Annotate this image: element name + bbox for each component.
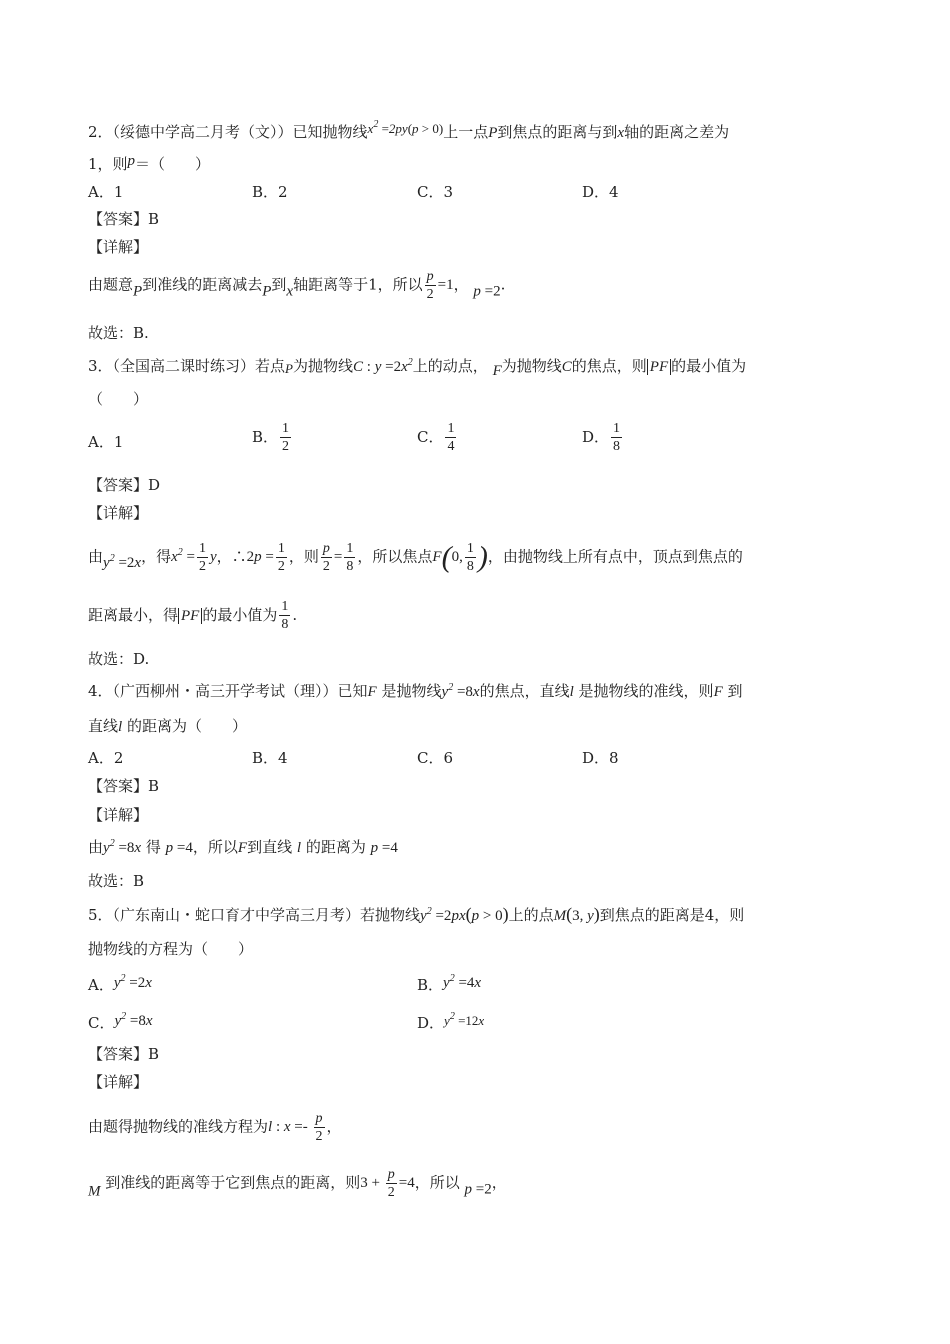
q4-detail-heading: 【详解】 (88, 806, 149, 824)
q3-conclusion: 故选：D. (88, 650, 150, 668)
q2-parabola-eq: $x^2 =2py(p > 0)$ (367, 119, 444, 136)
q5-option-a[interactable]: A．$y^2 =2x$ (88, 973, 152, 994)
q2-stem-line1: 2．（绥德中学高二月考（文））已知抛物线$x^2 =2py(p > 0)$上一点P到焦点的距离与到x轴的距离之差为 (88, 119, 730, 141)
q4-answer: 【答案】B (88, 777, 160, 795)
q5-option-b[interactable]: B．$y^2 =4x$ (417, 973, 482, 994)
q4-stem-line2: 直线l 的距离为（ ） (88, 717, 247, 735)
q3-option-d[interactable]: D． $\frac{1}{8}$ (582, 421, 621, 454)
q3-answer: 【答案】D (88, 476, 161, 494)
q5-detail-heading: 【详解】 (88, 1073, 149, 1091)
q2-option-b[interactable]: B．2 (252, 183, 288, 201)
q5-stem-line1: 5．（广东南山・蛇口育才中学高三月考）若抛物线$y^2 =2px(p > 0)$上的点M(3, y)到焦点的距离是4，则 (88, 904, 745, 924)
q4-stem-line1: 4．（广西柳州・高三开学考试（理））已知F 是抛物线$y^2 =8x$的焦点，直线l 是抛物线的准线，则F 到 (88, 682, 743, 700)
q4-option-b[interactable]: B．4 (252, 749, 288, 767)
q3-option-b[interactable]: B． $\frac{1}{2}$ (252, 421, 290, 454)
q5-option-d[interactable]: D．$y^2 =12x$ (417, 1011, 485, 1032)
q2-option-a[interactable]: A．1 (88, 183, 124, 201)
q2-solution: 由题意P到准线的距离减去P到x轴距离等于1，所以 $\frac{p}{2}$ =1， p =2. (88, 269, 506, 302)
q5-option-c[interactable]: C．$y^2 =8x$ (88, 1011, 153, 1032)
q3-option-c[interactable]: C． $\frac{1}{4}$ (417, 421, 455, 454)
q2-conclusion: 故选：B. (88, 324, 149, 342)
q3-solution-line1: 由$y^2 =2x$，得$x^2$ = $\frac{1}{2}$ y，∴2p = $\frac{1}{2}$ ，则 $\frac{p}{2}$ = $\frac{1}{8}$ ，所以焦点F(0, $\frac{1}{8}$ )，由抛物线上所有点中，顶点到焦点的 (88, 541, 743, 574)
q4-conclusion: 故选：B (88, 872, 145, 890)
q4-solution: 由$y^2 =8x$ 得 p =4，所以F到直线 l 的距离为 p =4 (88, 838, 398, 856)
q2-option-d[interactable]: D．4 (582, 183, 619, 201)
q3-detail-heading: 【详解】 (88, 504, 149, 522)
q4-option-a[interactable]: A．2 (88, 749, 124, 767)
q4-option-d[interactable]: D．8 (582, 749, 619, 767)
q5-answer: 【答案】B (88, 1045, 160, 1063)
q3-option-a[interactable]: A．1 (88, 433, 124, 451)
q3-stem-line1: 3．（全国高二课时练习）若点P为抛物线C : $y =2x^2$上的动点， F为抛物线C的焦点，则 PF 的最小值为 (88, 357, 747, 379)
q2-detail-heading: 【详解】 (88, 238, 149, 256)
q5-solution-line2: M 到准线的距离等于它到焦点的距离，则3 + $\frac{p}{2}$ =4，所以 p =2， (88, 1167, 507, 1200)
q3-stem-line2: （ ） (88, 390, 149, 408)
q2-answer: 【答案】B (88, 210, 160, 228)
q5-stem-line2: 抛物线的方程为（ ） (88, 940, 254, 958)
q2-option-c[interactable]: C．3 (417, 183, 454, 201)
q2-stem-line2: 1，则p＝（ ） (88, 153, 211, 173)
q4-option-c[interactable]: C．6 (417, 749, 454, 767)
q3-solution-line2: 距离最小，得 PF 的最小值为 $\frac{1}{8}$ . (88, 599, 298, 632)
q5-solution-line1: 由题得抛物线的准线方程为l : x =- $\frac{p}{2}$ ， (88, 1111, 342, 1144)
